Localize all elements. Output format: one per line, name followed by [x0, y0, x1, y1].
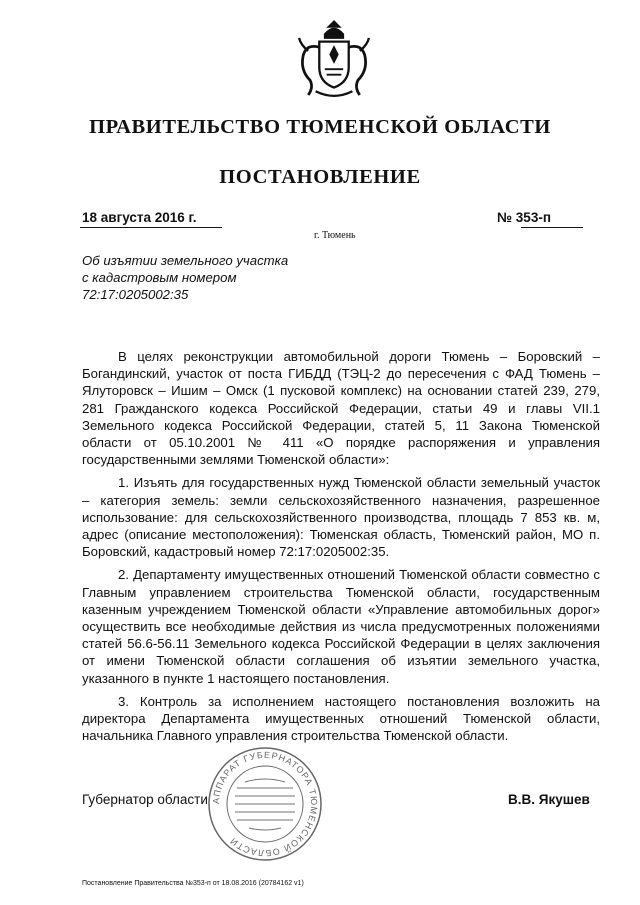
clause-paragraph: 1. Изъять для государственных нужд Тюменской области земельный участок – категория земель: земли сельскохозяйственного назначения, разрешенное использование: для сельскохозяйственного производства, площадь 7 853 кв. м, адрес (описание местоположения): Тюменская область, Тюменский район, МО п. Боровский, кадастровый номер 72:17:0205002:35.	[82, 475, 600, 560]
document-body	[82, 348, 600, 750]
document-subject	[82, 252, 312, 303]
document-number: № 353-п	[497, 210, 551, 225]
official-seal-stamp	[205, 744, 325, 864]
subject-line: с кадастровым номером	[82, 270, 237, 285]
government-title: ПРАВИТЕЛЬСТВО ТЮМЕНСКОЙ ОБЛАСТИ	[89, 116, 551, 138]
signatory-position: Губернатор области	[82, 792, 208, 807]
clause-paragraph: 3. Контроль за исполнением настоящего постановления возложить на директора Департамента имущественных отношений Тюменской области, начальника Главного управления строительства Тюменской области.	[82, 693, 600, 744]
preamble-paragraph: В целях реконструкции автомобильной дороги Тюмень – Боровский – Богандинский, участок от поста ГИБДД (ТЭЦ-2 до пересечения с ФАД Тюмень – Ялуторовск – Ишим – Омск (1 пусковой комплекс) на основании статей 239, 279, 281 Гражданского кодекса Российской Федерации, статьи 49 и главы VII.1 Земельного кодекса Российской Федерации, статей 5, 11 Закона Тюменской области от 05.10.2001 № 411 «О порядке распоряжения и управления государственными землями Тюменской области»:	[82, 349, 600, 468]
clause-paragraph: 2. Департаменту имущественных отношений Тюменской области совместно с Главным управлением строительства Тюменской области, государственным казенным учреждением Тюменской области «Управление автомобильных дорог» осуществить все необходимые действия из числа предусмотренных положениями статей 56.6-56.11 Земельного кодекса Российской Федерации в целях заключения от имени Тюменской области соглашения об изъятии земельного участка, указанного в пункте 1 настоящего постановления.	[82, 567, 600, 686]
date-underline	[80, 227, 222, 228]
subject-line: Об изъятии земельного участка	[82, 253, 289, 268]
document-footer: Постановление Правительства №353-п от 18.08.2016 (20784162 v1)	[82, 880, 304, 887]
document-place: г. Тюмень	[314, 230, 356, 241]
document-type-title: ПОСТАНОВЛЕНИЕ	[219, 166, 421, 188]
subject-line: 72:17:0205002:35	[82, 287, 189, 302]
signatory-name: В.В. Якушев	[508, 792, 590, 807]
document-date: 18 августа 2016 г.	[82, 210, 197, 225]
number-underline	[521, 227, 583, 228]
seal-ring-text: АППАРАТ ГУБЕРНАТОРА ТЮМЕНСКОЙ ОБЛАСТИ	[210, 749, 320, 859]
coat-of-arms-emblem	[288, 14, 380, 106]
